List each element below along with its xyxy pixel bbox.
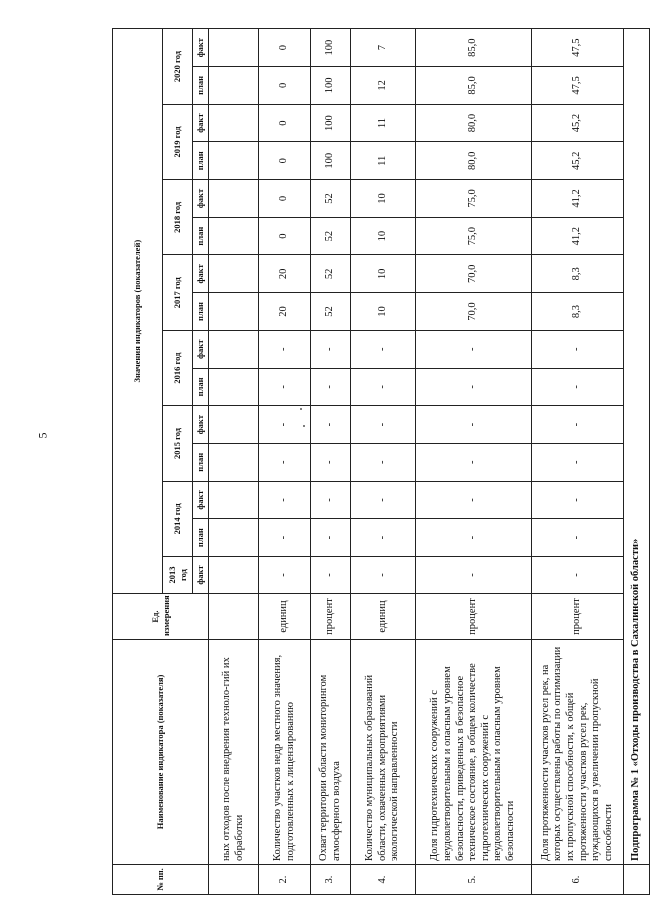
- year-header: 2020 год: [163, 29, 193, 104]
- value-cell: 11: [351, 104, 416, 142]
- value-cell: 100: [311, 67, 351, 105]
- value-cell: -: [416, 368, 532, 406]
- value-cell: [209, 293, 259, 331]
- value-cell: 12: [351, 67, 416, 105]
- value-cell: -: [259, 557, 311, 594]
- value-cell: -: [311, 557, 351, 594]
- indicator-name: Количество муниципальных образований области, охваченных мероприятиями экологической направленности: [351, 640, 416, 865]
- value-cell: 52: [311, 180, 351, 218]
- row-number: 2.: [259, 865, 311, 895]
- plan-header: план: [193, 142, 209, 180]
- year-header: 2017 год: [163, 255, 193, 330]
- value-cell: 47,5: [532, 29, 624, 67]
- value-cell: -: [259, 443, 311, 481]
- row-number: [209, 865, 259, 895]
- value-cell: -: [532, 557, 624, 594]
- value-cell: -: [416, 406, 532, 444]
- value-cell: -: [416, 443, 532, 481]
- indicator-name: Доля гидротехнических сооружений с неудовлетворительным и опасным уровнем безопасности, приведенных в безопасное техническое состояние, в общем количестве гидротехнических сооружений с неудовлетворительным и опасным уровнем безопасности: [416, 640, 532, 865]
- value-cell: [209, 255, 259, 293]
- indicator-table: [112, 28, 650, 895]
- value-cell: 52: [311, 293, 351, 331]
- fact-header: факт: [193, 406, 209, 444]
- value-cell: -: [532, 406, 624, 444]
- indicator-name: ных отходов после внедрения техноло-гий их обработки: [209, 640, 259, 865]
- value-cell: -: [311, 368, 351, 406]
- row-number: 4.: [351, 865, 416, 895]
- value-cell: -: [311, 519, 351, 557]
- value-cell: -: [259, 519, 311, 557]
- fact-header: факт: [193, 557, 209, 594]
- value-cell: -: [532, 519, 624, 557]
- value-cell: [209, 519, 259, 557]
- value-cell: 8,3: [532, 293, 624, 331]
- value-cell: 100: [311, 104, 351, 142]
- value-cell: 0: [259, 217, 311, 255]
- value-cell: -: [311, 330, 351, 368]
- value-cell: 85,0: [416, 67, 532, 105]
- plan-header: план: [193, 519, 209, 557]
- plan-header: план: [193, 67, 209, 105]
- value-cell: 7: [351, 29, 416, 67]
- unit-cell: процент: [311, 594, 351, 640]
- indicator-name: Количество участков недр местного значения, подготовленных к лицензированию: [259, 640, 311, 865]
- fact-header: факт: [193, 481, 209, 519]
- value-cell: 75,0: [416, 180, 532, 218]
- value-cell: [209, 29, 259, 67]
- value-cell: 80,0: [416, 142, 532, 180]
- fact-header: факт: [193, 255, 209, 293]
- value-cell: 10: [351, 180, 416, 218]
- value-cell: 41,2: [532, 217, 624, 255]
- value-cell: 70,0: [416, 293, 532, 331]
- row-number: 3.: [311, 865, 351, 895]
- fact-header: факт: [193, 330, 209, 368]
- value-cell: -: [416, 557, 532, 594]
- plan-header: план: [193, 293, 209, 331]
- value-cell: [209, 104, 259, 142]
- fact-header: факт: [193, 104, 209, 142]
- value-cell: [209, 180, 259, 218]
- value-cell: -: [532, 368, 624, 406]
- value-cell: [209, 217, 259, 255]
- value-cell: 10: [351, 255, 416, 293]
- value-cell: 10: [351, 293, 416, 331]
- value-cell: -: [311, 406, 351, 444]
- value-cell: 45,2: [532, 104, 624, 142]
- value-cell: [209, 481, 259, 519]
- value-cell: [209, 557, 259, 594]
- value-cell: -: [416, 481, 532, 519]
- value-cell: -: [259, 368, 311, 406]
- value-cell: 10: [351, 217, 416, 255]
- indicator-name: Охват территории области мониторингом атмосферного воздуха: [311, 640, 351, 865]
- value-cell: -: [416, 519, 532, 557]
- unit-cell: процент: [532, 594, 624, 640]
- value-cell: 20: [259, 293, 311, 331]
- value-cell: 0: [259, 67, 311, 105]
- subprogram-no-cell: [624, 865, 650, 895]
- table-row: [209, 29, 259, 895]
- unit-cell: [209, 594, 259, 640]
- value-cell: -: [311, 481, 351, 519]
- value-cell: 100: [311, 142, 351, 180]
- table-row: [351, 29, 416, 895]
- value-cell: -: [416, 330, 532, 368]
- table-row: [532, 29, 624, 895]
- value-cell: -: [532, 330, 624, 368]
- value-cell: -: [351, 443, 416, 481]
- year-header: 2013 год: [163, 557, 193, 594]
- col-header-no: № пп.: [113, 865, 209, 895]
- value-cell: -: [532, 481, 624, 519]
- value-cell: [209, 330, 259, 368]
- value-cell: -: [259, 406, 311, 444]
- value-cell: 11: [351, 142, 416, 180]
- rotated-table-container: [112, 29, 642, 895]
- value-cell: 70,0: [416, 255, 532, 293]
- value-cell: [209, 443, 259, 481]
- year-header: 2016 год: [163, 330, 193, 405]
- value-cell: 47,5: [532, 67, 624, 105]
- row-number: 6.: [532, 865, 624, 895]
- page-number: 5: [35, 432, 50, 439]
- subprogram-title: Подпрограмма № 1 «Отходы производства в Сахалинской области»: [624, 29, 650, 865]
- header-row-1: [113, 29, 163, 895]
- value-cell: -: [259, 330, 311, 368]
- col-header-name: Наименование индикатора (показателя): [113, 640, 209, 865]
- row-number: 5.: [416, 865, 532, 895]
- plan-header: план: [193, 217, 209, 255]
- value-cell: 0: [259, 180, 311, 218]
- value-cell: 85,0: [416, 29, 532, 67]
- indicator-name: Доля протяженности участков русел рек, на которых осуществлены работы по оптимизации их пропускной способности, к общей протяженности участков русел рек, нуждающихся в увеличении пропускной способности: [532, 640, 624, 865]
- value-cell: 80,0: [416, 104, 532, 142]
- year-header: 2019 год: [163, 104, 193, 179]
- plan-header: план: [193, 368, 209, 406]
- value-cell: 75,0: [416, 217, 532, 255]
- value-cell: -: [259, 481, 311, 519]
- subprogram-row: [624, 29, 650, 895]
- value-cell: -: [351, 481, 416, 519]
- value-cell: -: [351, 330, 416, 368]
- value-cell: -: [311, 443, 351, 481]
- value-cell: 100: [311, 29, 351, 67]
- value-cell: 52: [311, 255, 351, 293]
- value-cell: -: [351, 557, 416, 594]
- value-cell: -: [351, 406, 416, 444]
- value-cell: [209, 67, 259, 105]
- value-cell: [209, 368, 259, 406]
- col-header-unit: Ед. измерения: [113, 594, 209, 640]
- year-header: 2015 год: [163, 406, 193, 481]
- value-cell: [209, 142, 259, 180]
- table-row: [311, 29, 351, 895]
- value-cell: 20: [259, 255, 311, 293]
- table-row: [259, 29, 311, 895]
- table-row: [416, 29, 532, 895]
- value-cell: -: [351, 519, 416, 557]
- value-cell: -: [351, 368, 416, 406]
- year-header: 2014 год: [163, 481, 193, 556]
- year-header: 2018 год: [163, 180, 193, 255]
- plan-header: план: [193, 443, 209, 481]
- value-cell: [209, 406, 259, 444]
- table-body: [209, 29, 624, 895]
- fact-header: факт: [193, 29, 209, 67]
- unit-cell: единиц: [259, 594, 311, 640]
- value-cell: 0: [259, 142, 311, 180]
- value-cell: 8,3: [532, 255, 624, 293]
- unit-cell: процент: [416, 594, 532, 640]
- unit-cell: единиц: [351, 594, 416, 640]
- fact-header: факт: [193, 180, 209, 218]
- value-cell: 52: [311, 217, 351, 255]
- value-cell: 0: [259, 104, 311, 142]
- value-cell: -: [532, 443, 624, 481]
- value-cell: 0: [259, 29, 311, 67]
- value-cell: 41,2: [532, 180, 624, 218]
- col-header-values: Значения индикаторов (показателей): [113, 29, 163, 594]
- value-cell: 45,2: [532, 142, 624, 180]
